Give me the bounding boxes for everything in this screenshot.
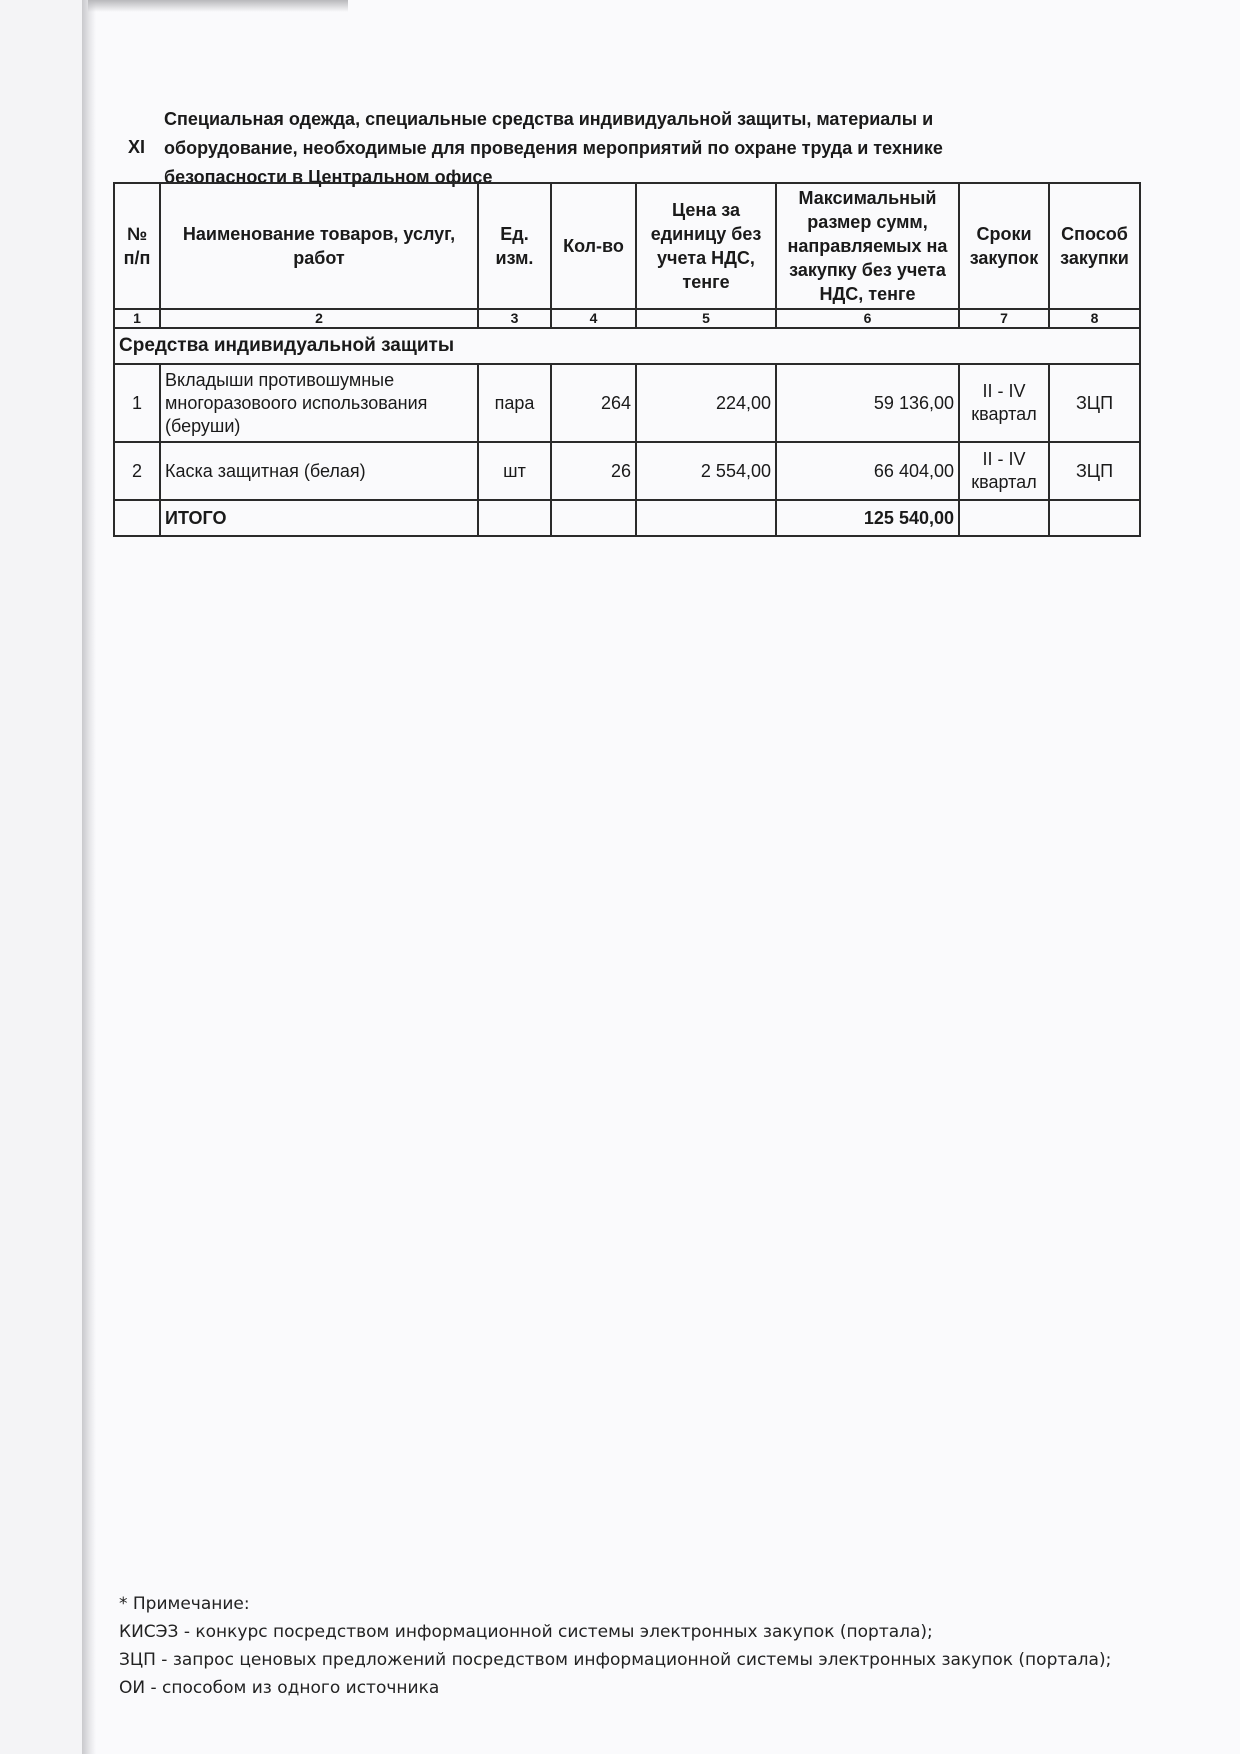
column-number: 8 — [1049, 309, 1140, 328]
group-row — [114, 328, 1140, 364]
footnote-title: * Примечание: — [119, 1594, 250, 1614]
column-number: 3 — [478, 309, 551, 328]
item-price: 224,00 — [636, 364, 776, 442]
procurement-table — [113, 182, 1141, 537]
scan-edge-shadow — [82, 0, 96, 1754]
empty-cell — [636, 500, 776, 536]
column-number: 6 — [776, 309, 959, 328]
group-title: Средства индивидуальной защиты — [114, 328, 1140, 364]
column-number: 7 — [959, 309, 1049, 328]
table-row — [114, 442, 1140, 500]
header-row — [114, 183, 1140, 309]
header-cell: Сроки закупок — [959, 183, 1049, 309]
header-cell: Способ закупки — [1049, 183, 1140, 309]
item-amount: 66 404,00 — [776, 442, 959, 500]
item-method: ЗЦП — [1049, 364, 1140, 442]
item-unit: пара — [478, 364, 551, 442]
footnote-line: ЗЦП - запрос ценовых предложений посредством информационной системы электронных закупок (портала); — [119, 1650, 1112, 1670]
item-name: Вкладыши противошумные многоразовоого использования (беруши) — [160, 364, 478, 442]
empty-cell — [1049, 500, 1140, 536]
column-number: 5 — [636, 309, 776, 328]
column-number: 1 — [114, 309, 160, 328]
empty-cell — [959, 500, 1049, 536]
section-title: Специальная одежда, специальные средства индивидуальной защиты, материалы и оборудование, необходимые для проведения мероприятий по охране труда и технике безопасности в Центральном офисе — [164, 109, 943, 187]
table-row — [114, 364, 1140, 442]
column-number: 4 — [551, 309, 636, 328]
footnote — [119, 1590, 1169, 1702]
empty-cell — [551, 500, 636, 536]
header-cell: Цена за единицу без учета НДС, тенге — [636, 183, 776, 309]
item-qty: 264 — [551, 364, 636, 442]
item-qty: 26 — [551, 442, 636, 500]
empty-cell — [114, 500, 160, 536]
header-cell: Ед. изм. — [478, 183, 551, 309]
item-amount: 59 136,00 — [776, 364, 959, 442]
header-cell: Максимальный размер сумм, направляемых на закупку без учета НДС, тенге — [776, 183, 959, 309]
item-method: ЗЦП — [1049, 442, 1140, 500]
header-cell: № п/п — [114, 183, 160, 309]
item-price: 2 554,00 — [636, 442, 776, 500]
empty-cell — [478, 500, 551, 536]
scan-top-smudge — [88, 0, 348, 12]
item-period: II - IV квартал — [959, 442, 1049, 500]
total-amount: 125 540,00 — [776, 500, 959, 536]
row-number: 2 — [114, 442, 160, 500]
footnote-line: КИСЭЗ - конкурс посредством информационной системы электронных закупок (портала); — [119, 1622, 933, 1642]
header-cell: Наименование товаров, услуг, работ — [160, 183, 478, 309]
section-number: XI — [128, 137, 146, 157]
header-cell: Кол-во — [551, 183, 636, 309]
column-number-row — [114, 309, 1140, 328]
item-name: Каска защитная (белая) — [160, 442, 478, 500]
item-unit: шт — [478, 442, 551, 500]
row-number: 1 — [114, 364, 160, 442]
item-period: II - IV квартал — [959, 364, 1049, 442]
column-number: 2 — [160, 309, 478, 328]
total-label: ИТОГО — [160, 500, 478, 536]
total-row — [114, 500, 1140, 536]
footnote-line: ОИ - способом из одного источника — [119, 1678, 440, 1698]
